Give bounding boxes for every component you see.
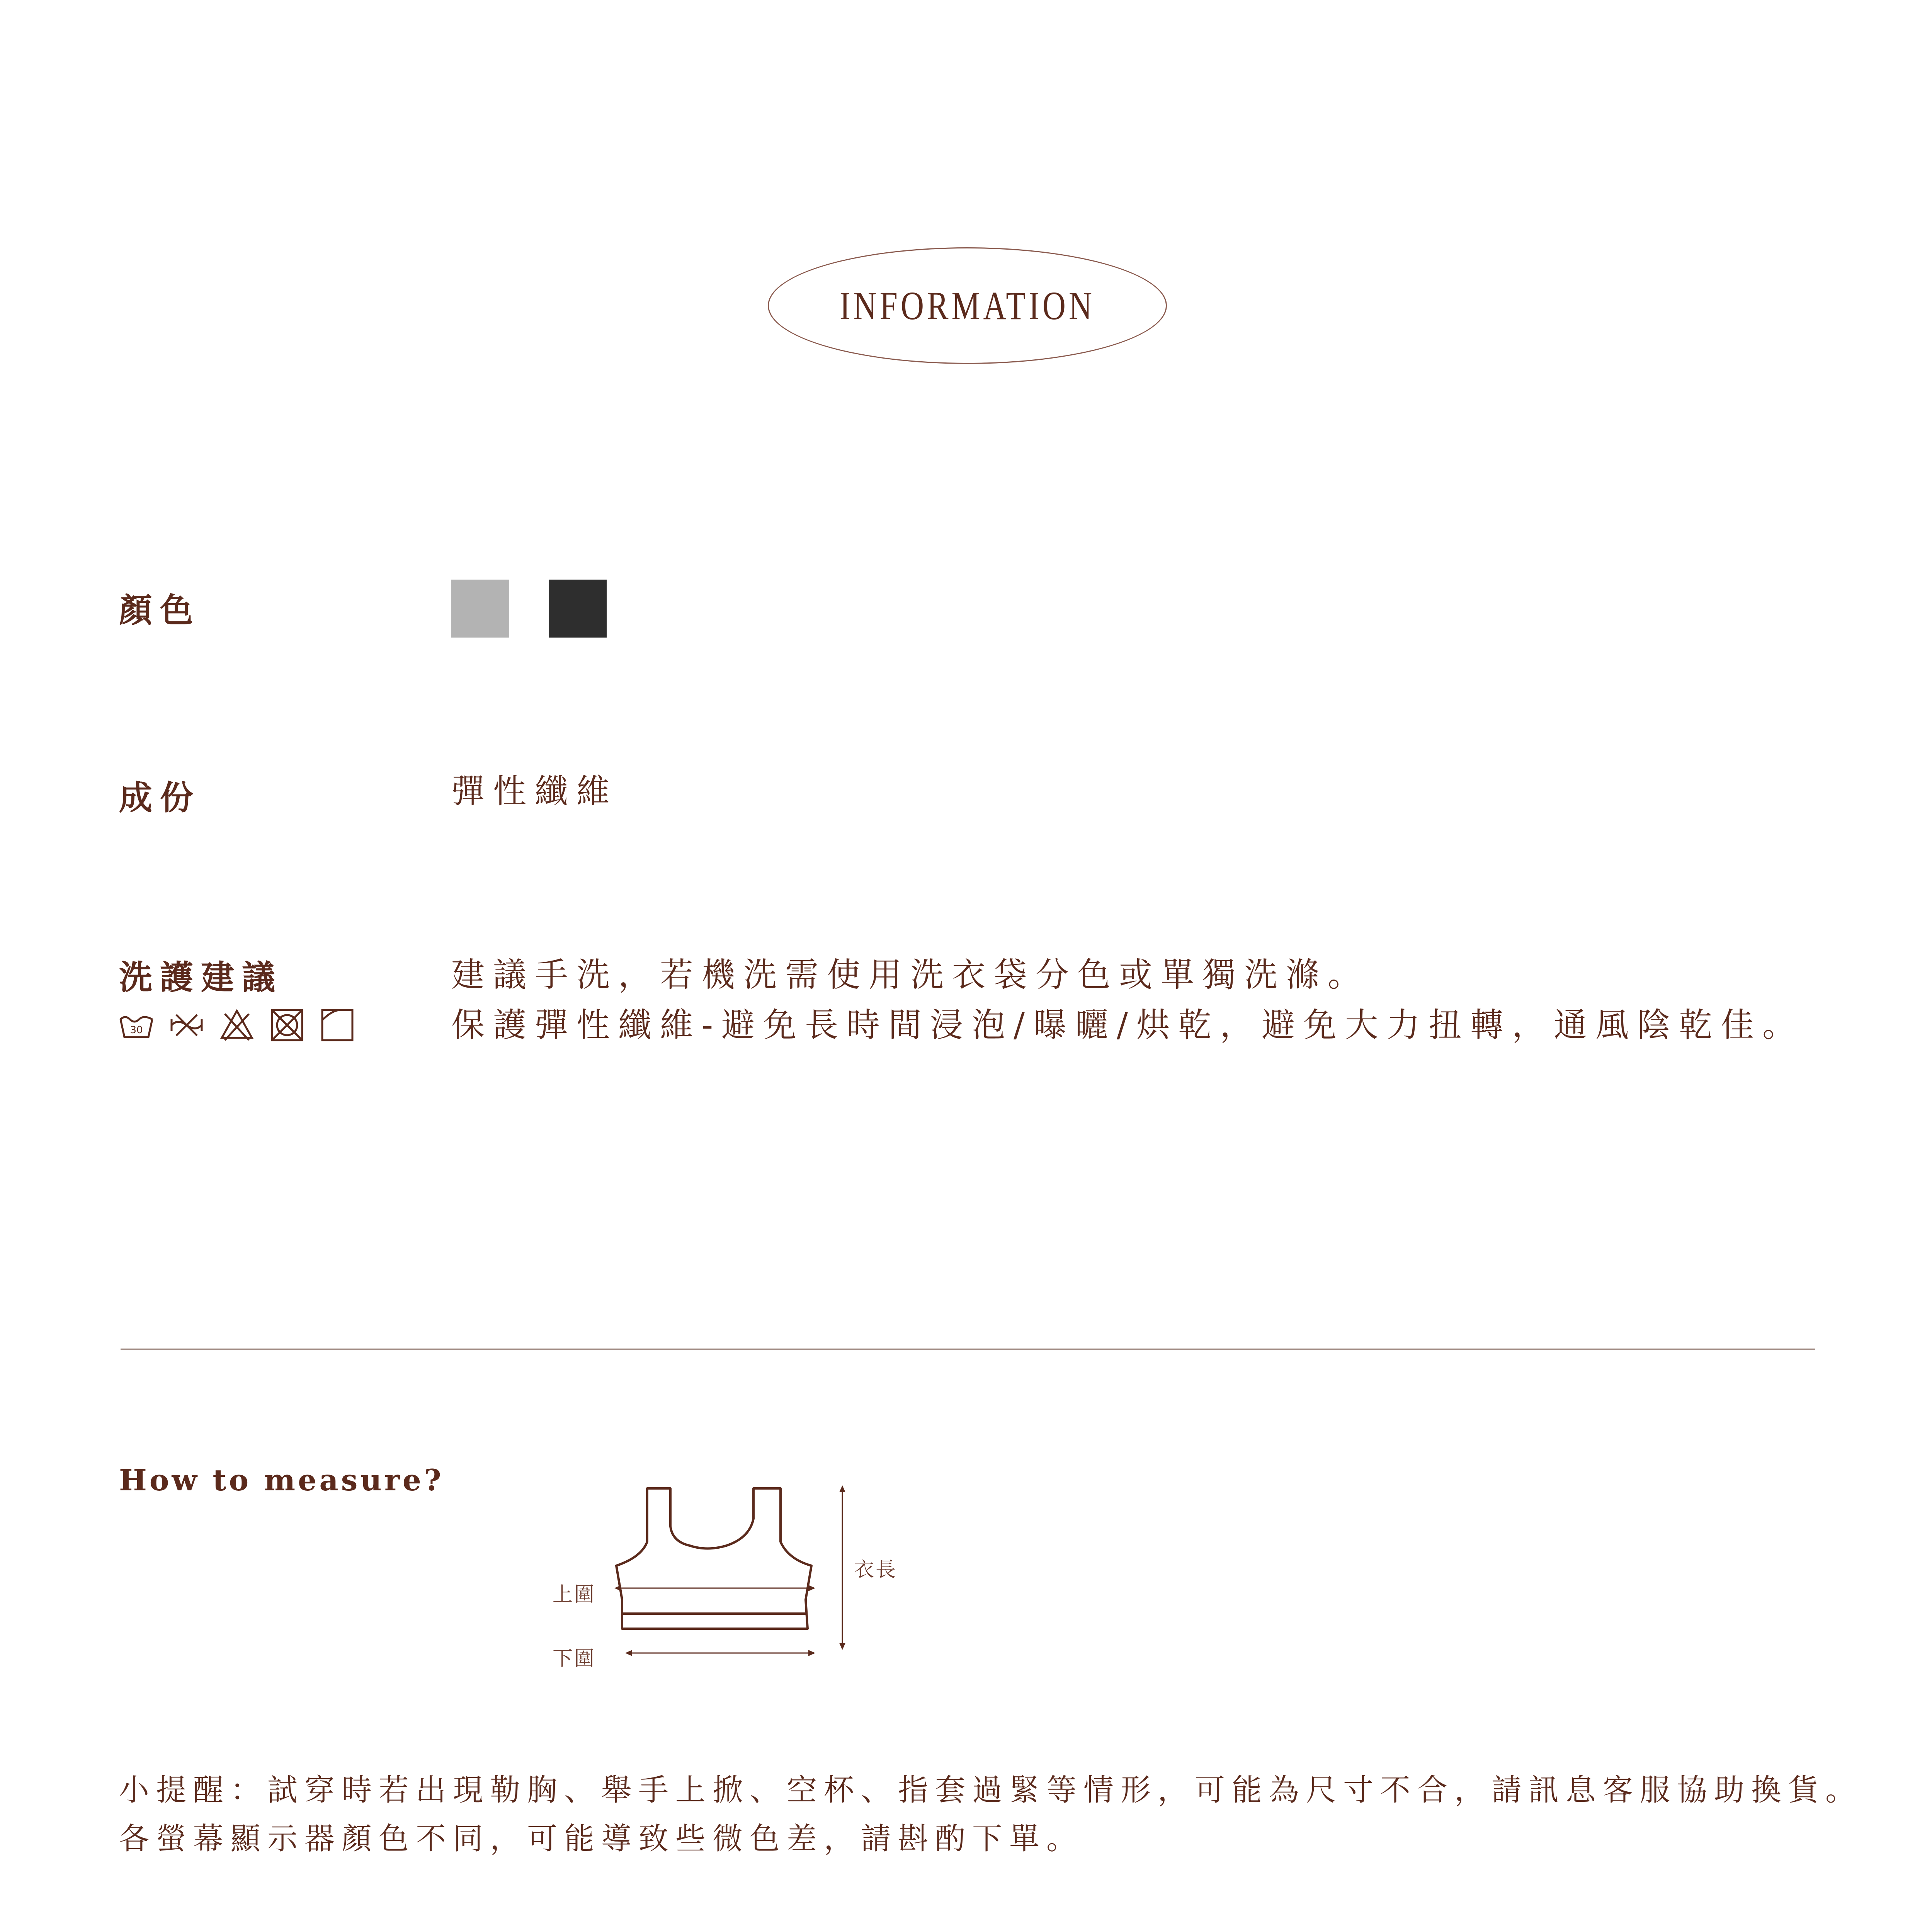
- care-line-2: 保護彈性纖維-避免長時間浸泡/曝曬/烘乾，避免大力扭轉，通風陰乾佳。: [451, 1006, 1804, 1044]
- no-tumble-dry-icon: [270, 1008, 304, 1043]
- tip-line-1: 小提醒：試穿時若出現勒胸、舉手上掀、空杯、指套過緊等情形，可能為尺寸不合，請訊息客服協助換貨。: [119, 1773, 1863, 1808]
- care-line-1: 建議手洗，若機洗需使用洗衣袋分色或單獨洗滌。: [451, 956, 1369, 994]
- lower-label: 下圍: [553, 1647, 596, 1670]
- line-dry-icon: [320, 1008, 355, 1043]
- material-value: 彈性纖維: [451, 772, 618, 811]
- color-label: 顏色: [119, 591, 201, 630]
- length-label: 衣長: [854, 1558, 898, 1582]
- color-swatch-gray[interactable]: [451, 580, 509, 638]
- measure-diagram: [526, 1476, 912, 1677]
- tip-line-2: 各螢幕顯示器顏色不同，可能導致些微色差，請斟酌下單。: [119, 1821, 1084, 1856]
- care-label: 洗護建議: [119, 958, 283, 997]
- wash-temp-label: 30: [130, 1024, 143, 1036]
- care-icons: [119, 1008, 355, 1043]
- tip-text: [119, 1766, 1862, 1863]
- page-title: INFORMATION: [839, 283, 1095, 328]
- upper-label: 上圍: [553, 1583, 596, 1606]
- no-wring-icon: [169, 1008, 204, 1043]
- wash-30-icon: [119, 1008, 154, 1043]
- section-divider: [121, 1349, 1815, 1350]
- color-swatch-black[interactable]: [549, 580, 607, 638]
- no-bleach-icon: [219, 1008, 254, 1043]
- measure-title: How to measure?: [119, 1463, 444, 1497]
- material-label: 成份: [119, 778, 201, 817]
